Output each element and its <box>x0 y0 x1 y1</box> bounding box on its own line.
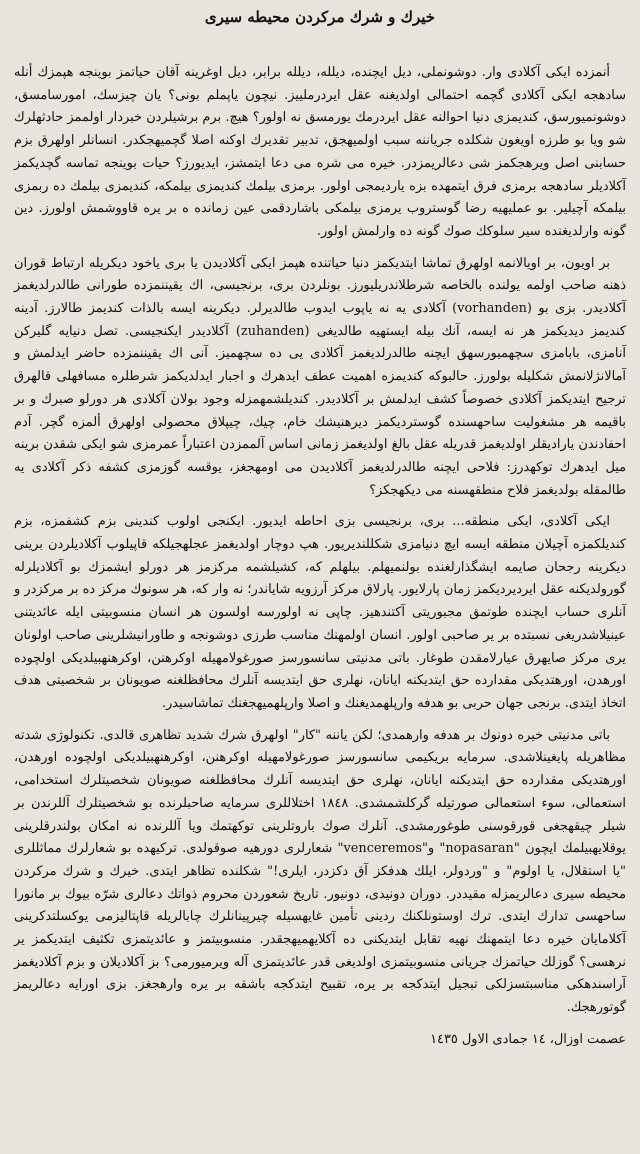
paragraph-2: بر اویون، بر اویالانمه اولهرق تماشا ایتدیكمز دنیا حیاتنده هپمز ایكی آكلادیدن یا بری یاخود دیكریله ارتباط قوران ذهنه صاحب اولمه یولنده بالخاصه شرطلاندریلیورز. بونلردن بری، برنجیسی، اك یقیننمزده طورانی طالدرلدیغمز آكلادیدر. بزی بو (vorhanden) آكلادی یه نه یاپوب ایدوب طالدیرلر. دیكرینه ایسه بالذات كندیمز طالارز. آدینه كندیمز دیدیكمز هر نه ایسه، آنك بیله ایستهیه طالدیغی (zuhanden) آكلادیدر ایكنجیسی. تصل دنیایه گلیركن آنامزی، بابامزی سچهمیورسهق ایچنه طالدرلدیغمز آكلادی یی ده سچهمیز. آنی اك یقیننمزده حاضر ایدلمش و آمالانژلانمش شكلیله بولورز. حالبوكه كندیمزه اهمیت عطف ایدهرك و اجبار ایدلدیكمز شرطلره مسافهلی قالهرق ترجیح ایتدیكمز آكلادی خصوصاً كشف ایدلمش بر آكلادیدر. كندیلشمهمزله وجود بولان آكلادی هر دورلو صبرك و بر باقیمه هر مشغولیت ساحهسنده گوستردیكمز دیرهنیشك خام، چیك، چیپلاق محصولی اولهرق ألمزه گچر. آدم احفادندن یارادیقلر اولدیغمز قدریله عقل بالغ اولدیغمز زمانی اساس آلممزدن اعتباراً عمرمزی شو ایكی شقدن برینه میل ایدهرك توكهدرز: فلاحی ایچنه طالدرلدیغمز آكلادیدن می اومهجغز، یوقسه گوزمزی كشفه ذكر آكلادی یه طالمقله بولدیغمز فلاح منطقهسنه می دیكهجكز؟ <box>14 255 627 498</box>
paragraph-3: ایكی آكلادی، ایكی منطقه... بری، برنجیسی بزی احاطه ایدیور. ایكنجی اولوب كندینی بزم كشفمزه، بزم كندیلكمزه آچیلان منطقه ایسه ایچ دنیامزی شكللندیریور. هپ دوچار اولدیغمز عجلهجیلكه قاپیلوب آكلادیلردن برینی دیكرینه رجحان صایمه ایشگذارلغنده بولنمیهلم. بیلهلم كه، كشیلشمه مركزمز هر دورلو ایشمزك بو آكلادیلرله گورولدیكنه عقل ایردیردیكمز زمان پارلایور. پارلاق مركز آرزویه شایاندر؛ نه وار كه، هر سونوك مركز ده بر مركزدر و آنلری حساب ایچنده طوتمق مجبوریتی آكتندهیز. چاپی نه اولورسه اولسون هر انسان منسوبیتی ایله عائدیتنی عینیلاشدریغی نسبتده بر یر صاحبی اولور. انسان اولمهنك مناسب طرزی دوشونجه و طاورانیشلرینی صاحب اولونان یری مركز صایهرق عیارلامقدن طوغار. باتی مدنیتی سانسورسز صورغولامهیله اوكرهنن، اوكرهنهبیلدیكی اولچوده اورهدن، اورهتدیكی مقدارده حق ایتدیكنه ایانان، نهلری حق ایتدیسه آنلرك محافظلغنه صویونان بر شخصیتی هدف اتخاذ ایتدی. برنجی جهان حربی بو هدفه وارپلهمدیغنك و اصلا وارپلهمیهجغنك تماشاسیدر. <box>14 514 626 711</box>
document-title: خیرك و شرك مركردن محیطه سیری <box>204 8 436 26</box>
author-signature: عصمت اوزال، ١٤ جمادى الاول ١٤٣٥ <box>430 1031 626 1047</box>
paragraph-1: أنمزده ایكی آكلادی وار. دوشونملی، دیل ایچنده، دیلله، دیلله برابر، دیل اوغرینه آقان حیاتمز بوینجه هپمزك أنله سادهجه ایكی آكلادی گچمه احتمالی اولدیغنه عقل ایردرملییز. نیچون یاپملم بونی؟ یان چیزسك، امورسامسق، دوشونمیورسق، كندیمزی دنیا احوالنه عقل ایردرمك یورمسق نه اولور؟ هیچ. برم برشیلردن خبردار اولممز حادثهلرك شو ویا بو طرزه اویغون شكلده جریاننه سبب اولمیهجق، تدبیر تقدیرك اوكنه اصلا گچمیهجكدر. انسانلر اولهرق بزم حسابنی اصل ویرهجكمز شی دعالریمزدر. خیره می شره می دعا ایتمشز، ایدیورز؟ حیات بوینجه تماسه گچدیكمز آكلادیلر سادهجه برمزی فرق ایتمهده بزه یاردیمجی اولور. برمزی بیلمك كندیمزی بیلمكه، كندیمزی بیلمك ده ربمزی بیلمكه آچیلیر. بو عملیهیه رضا گوستروب یرمزی بیلمكی باشاردقمی عین زمانده ه بر یره قاووشمش اولورز. دین گونه وارلدیغنده سیر سلوكك صوك گونه ده وارلمش اولور. <box>14 65 626 239</box>
paragraph-4: باتی مدنیتی خیره دونوك بر هدفه وارهمدی؛ لكن یاننه "كار" اولهرق شرك شدید تظاهری قالدی. تكنولوژی شدته مظاهریله پایغینلاشدی. سرمایه بریكیمی سانسورسز صورغولامهیله اوكرهنن، اوكرهنهبیلدیكی اولچوده اورهدن، اورهتدیكی مقدارده حق ایتدیكنه ایانان، نهلری حق ایتدیسه آنلرك محافظلغنه صویونان شخصیتلرك استخدامی، استعمالی، سوء استعمالی صورتیله گركلشمشدی. ۱۸٤۸ اختلاللری سرمایه صاحبلرنده بو شخصیتلرك آللرندن بر شیلر چیقهجغی قورقوسنی طوغورمشدی. آنلرك صوك باروتلرینی توكهتمك ویا آللرنده نه امكان بولندرقلرینی یوقلایهبیلمك ایچون "nopasaran" و"venceremos" شعارلری دورهیه صوقولدی. تركیهده بو شعارلرك مماثللری "یا استقلال، یا اولوم" و "وردولر، ایلك هدفكز آق دكزدر، ایلری!" شكلنده تظاهر ایتدی. خیرك و شرك مركردن محیطه سیری دعالریمزله مقیددر. دوران دونیدی، دونیور. تاریخ شعوردن محروم ذواتك دعالری شرّه بیوك بر مانورا ساحهسی تدارك ایتدی. ترك اوستونلكنك ردینی تأمین غایهسیله چیرپینانلرك چابالریله قاپتالیزمی یوكسلتدكرینی آكلامایان خیره دعا ایتمهنك نهیه تقابل ایتدیكنی ده آكلایهمیهجقدر. منسوبیتمز و عائدیتمزی تكثیف ایتدیكمز یر نرهسی؟ گوزلك حیاتمزك جریانی منسوبیتمزی اولدیغی قدر عائدیتمزی آله ویرمیورمی؟ بز آكلادیلان و بزم آكلادیغمز آراسندهكی مناسبتسزلكی تبجیل ایتدكجه بر یره، تقبیح ایتدكجه باشقه بر یره وارهجغز. بزی اورایه دعالریمز گوتورهجك. <box>14 727 626 1016</box>
